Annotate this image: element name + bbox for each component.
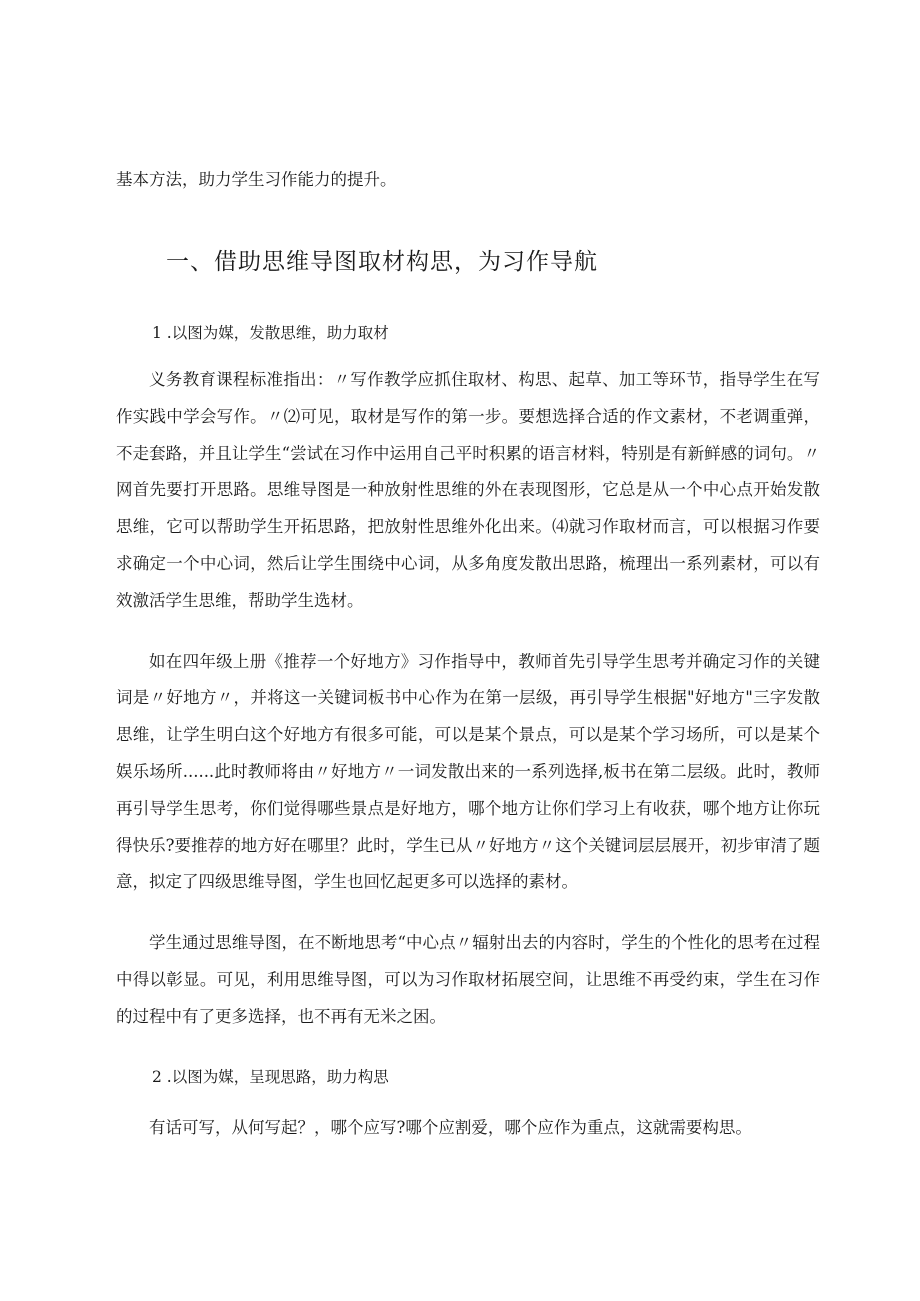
body-paragraph-3: 学生通过思维导图，在不断地思考“中心点〃辐射出去的内容时，学生的个性化的思考在过程中得以彰显。可见，利用思维导图，可以为习作取材拓展空间，让思维不再受约束，学生在习作的过程中有了更多选择，也不再有无米之困。 — [116, 933, 820, 1026]
body-paragraph-4: 有话可写，从何写起？，哪个应写?哪个应割爱，哪个应作为重点，这就需要构思。 — [149, 1117, 752, 1137]
body-paragraph-2: 如在四年级上册《推荐一个好地方》习作指导中，教师首先引导学生思考并确定习作的关键词是〃好地方〃，并将这一关键词板书中心作为在第一层级，再引导学生根据"好地方"三字发散思维，让学生明白这个好地方有很多可能，可以是某个景点，可以是某个学习场所，可以是某个娱乐场所......此时教师将由〃好地方〃一词发散出来的一系列选择,板书在第二层级。此时，教师再引导学生思考，你们觉得哪些景点是好地方，哪个地方让你们学习上有收获，哪个地方让你玩得快乐?要推荐的地方好在哪里？此时，学生已从〃好地方〃这个关键词层层展开，初步审清了题意，拟定了四级思维导图，学生也回忆起更多可以选择的素材。 — [116, 651, 820, 892]
continuation-line: 基本方法，助力学生习作能力的提升。 — [116, 170, 397, 189]
body-paragraph-1: 义务教育课程标准指出：〃写作教学应抓住取材、构思、起草、加工等环节，指导学生在写作实践中学会写作。〃⑵可见，取材是写作的第一步。要想选择合适的作文素材，不老调重弹，不走套路，并且让学生“尝试在习作中运用自己平时积累的语言材料，特别是有新鲜感的词句。〃网首先要打开思路。思维导图是一种放射性思维的外在表现图形，它总是从一个中心点开始发散思维，它可以帮助学生开拓思路，把放射性思维外化出来。⑷就习作取材而言，可以根据习作要求确定一个中心词，然后让学生围绕中心词，从多角度发散出思路，梳理出一系列素材，可以有效激活学生思维，帮助学生选材。 — [116, 370, 820, 610]
subsection-heading-1: 1 .以图为媒，发散思维，助力取材 — [152, 324, 389, 342]
subsection-heading-2: 2 .以图为媒，呈现思路，助力构思 — [152, 1067, 389, 1086]
section-heading: 一、借助思维导图取材构思，为习作导航 — [166, 249, 598, 275]
